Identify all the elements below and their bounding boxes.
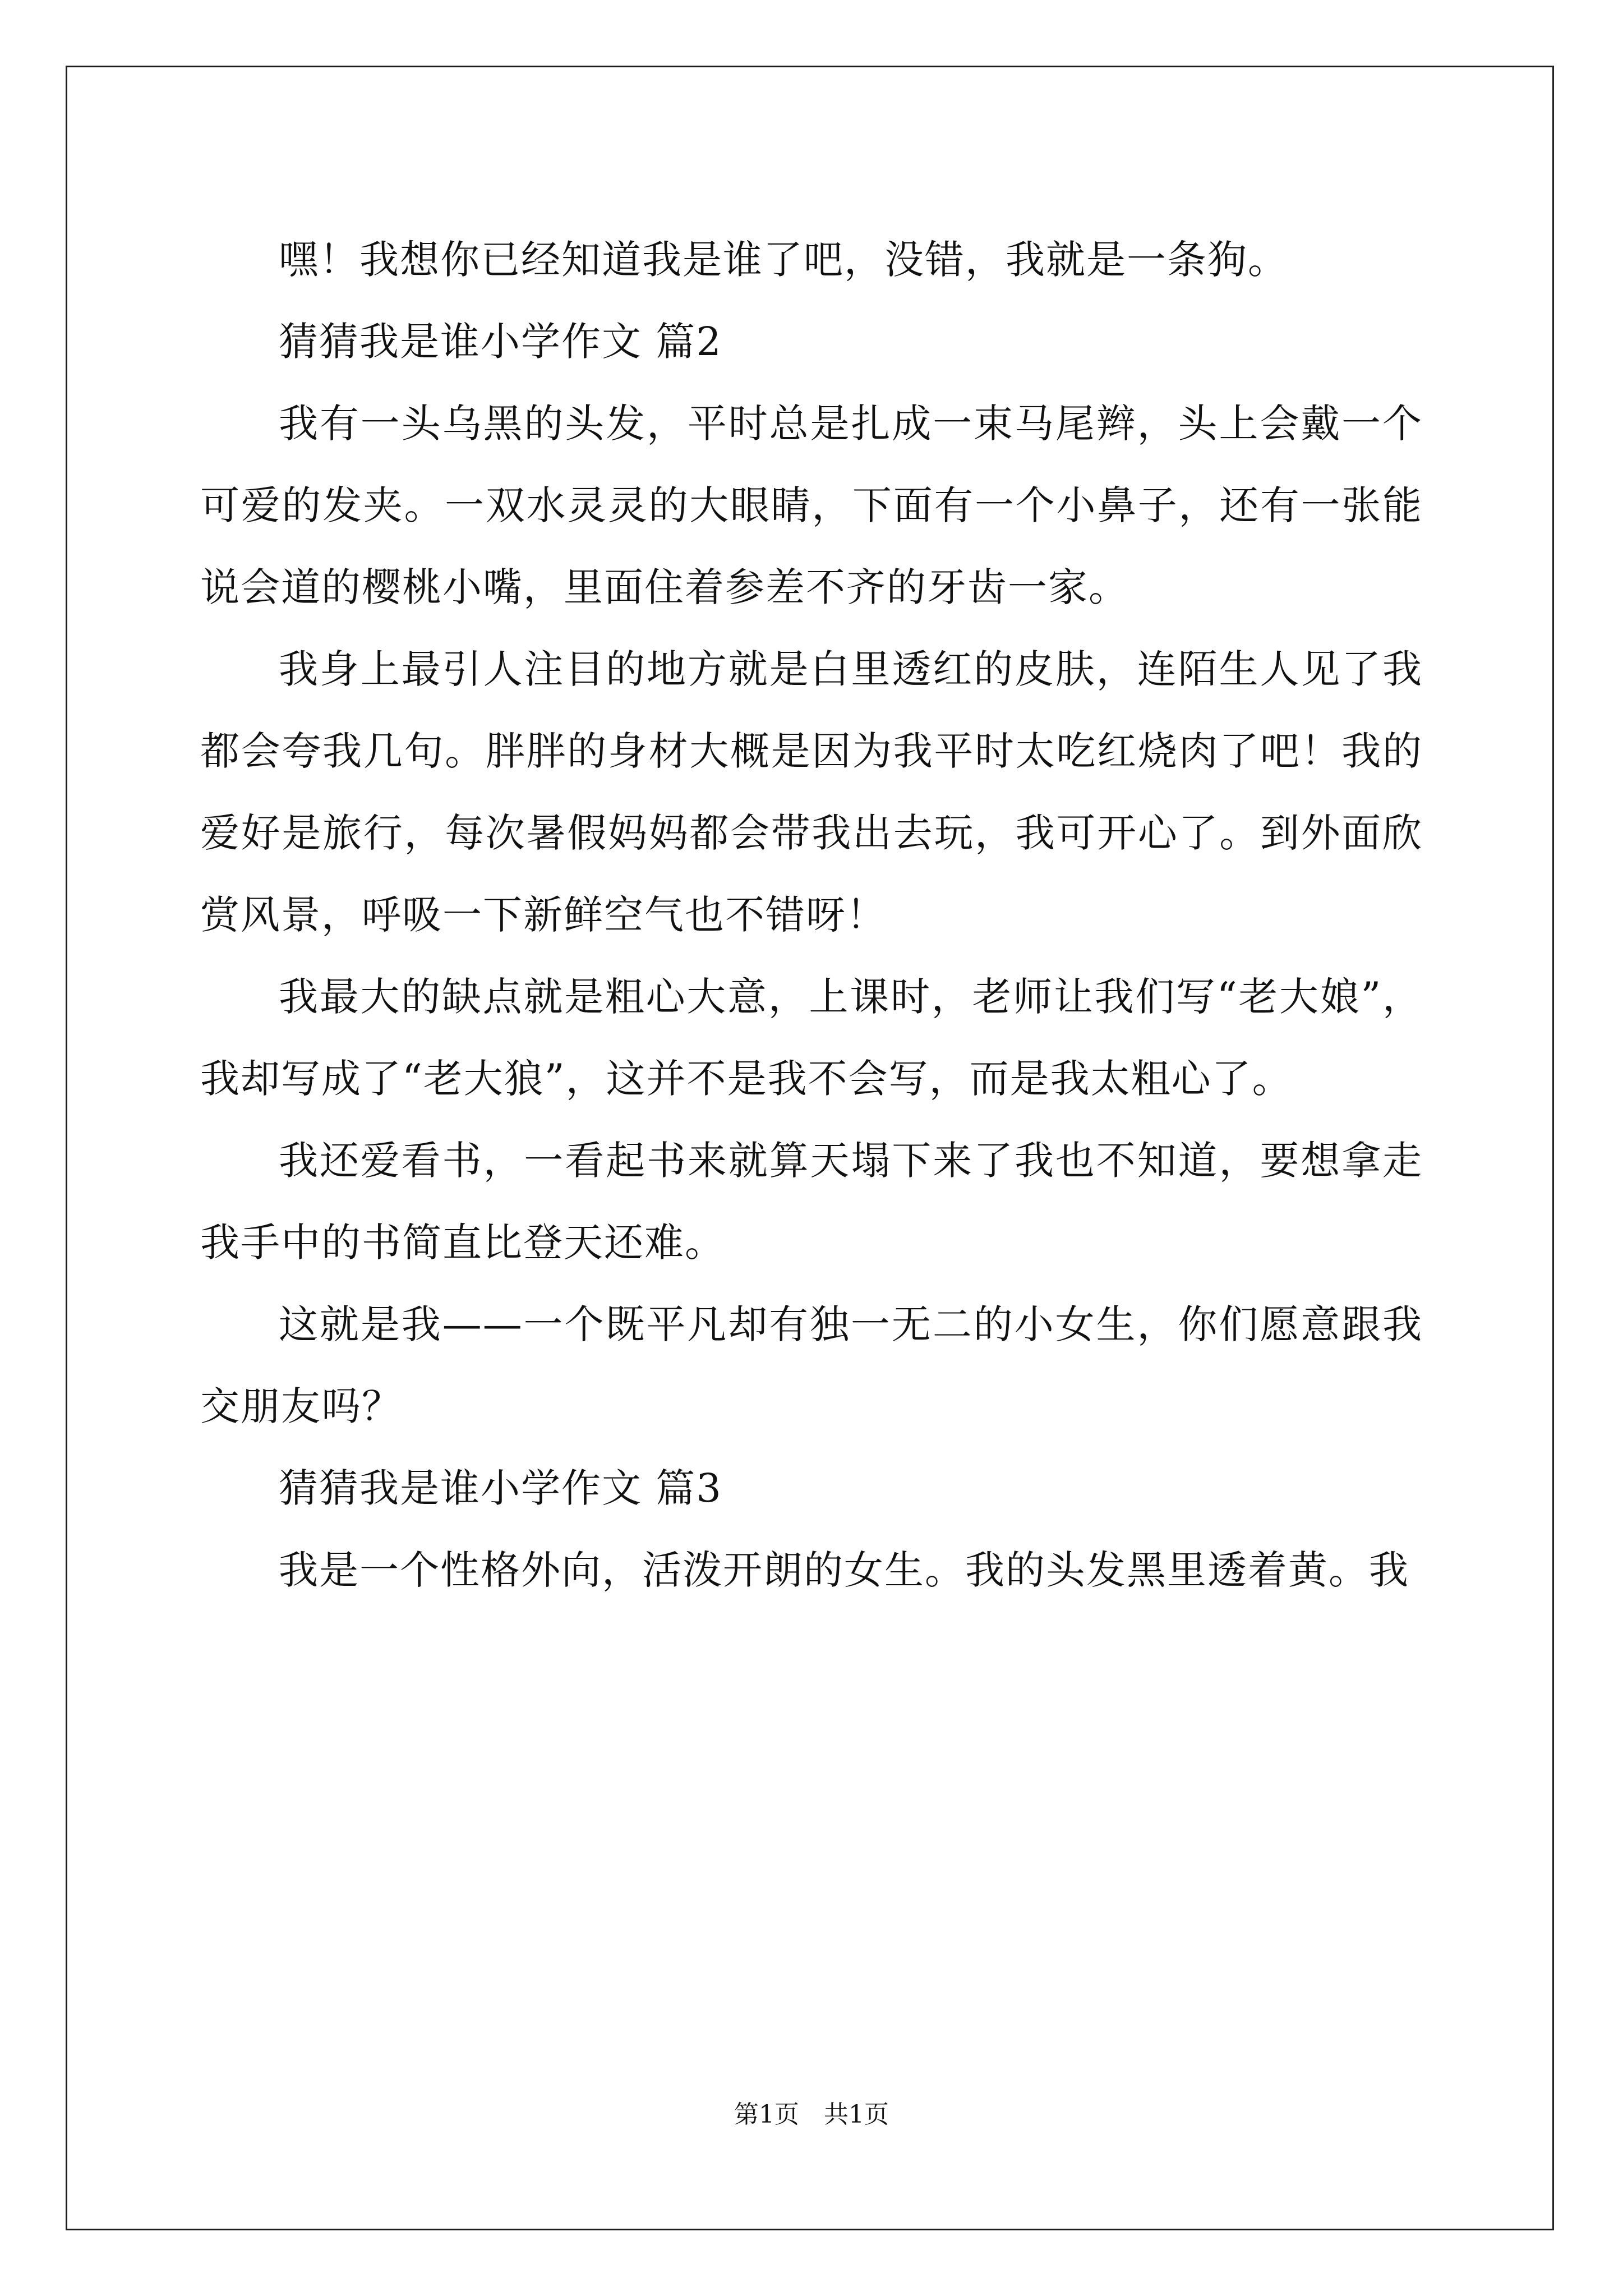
paragraph: 我有一头乌黑的头发，平时总是扎成一束马尾辫，头上会戴一个可爱的发夹。一双水灵灵的大眼睛，下面有一个小鼻子，还有一张能说会道的樱桃小嘴，里面住着参差不齐的牙齿一家。 (200, 401, 1423, 610)
paragraph: 我身上最引人注目的地方就是白里透红的皮肤，连陌生人见了我都会夸我几句。胖胖的身材大概是因为我平时太吃红烧肉了吧！我的爱好是旅行，每次暑假妈妈都会带我出去玩，我可开心了。到外面欣赏风景，呼吸一下新鲜空气也不错呀！ (200, 646, 1423, 938)
paragraph: 我是一个性格外向，活泼开朗的女生。我的头发黑里透着黄。我 (279, 1547, 1409, 1593)
paragraph: 我最大的缺点就是粗心大意，上课时，老师让我们写“老大娘”，我却写成了“老大狼”，这并不是我不会写，而是我太粗心了。 (200, 974, 1423, 1102)
paragraph: 这就是我——一个既平凡却有独一无二的小女生，你们愿意跟我交朋友吗？ (200, 1301, 1423, 1429)
paragraph: 我还爱看书，一看起书来就算天塌下来了我也不知道，要想拿走我手中的书简直比登天还难。 (200, 1138, 1423, 1266)
section-heading: 猜猜我是谁小学作文 篇3 (279, 1465, 722, 1511)
section-heading: 猜猜我是谁小学作文 篇2 (279, 319, 722, 365)
document-body (200, 219, 1423, 1611)
page-footer: 第1页 共1页 (734, 2100, 889, 2129)
paragraph: 嘿！我想你已经知道我是谁了吧，没错，我就是一条狗。 (279, 237, 1288, 283)
